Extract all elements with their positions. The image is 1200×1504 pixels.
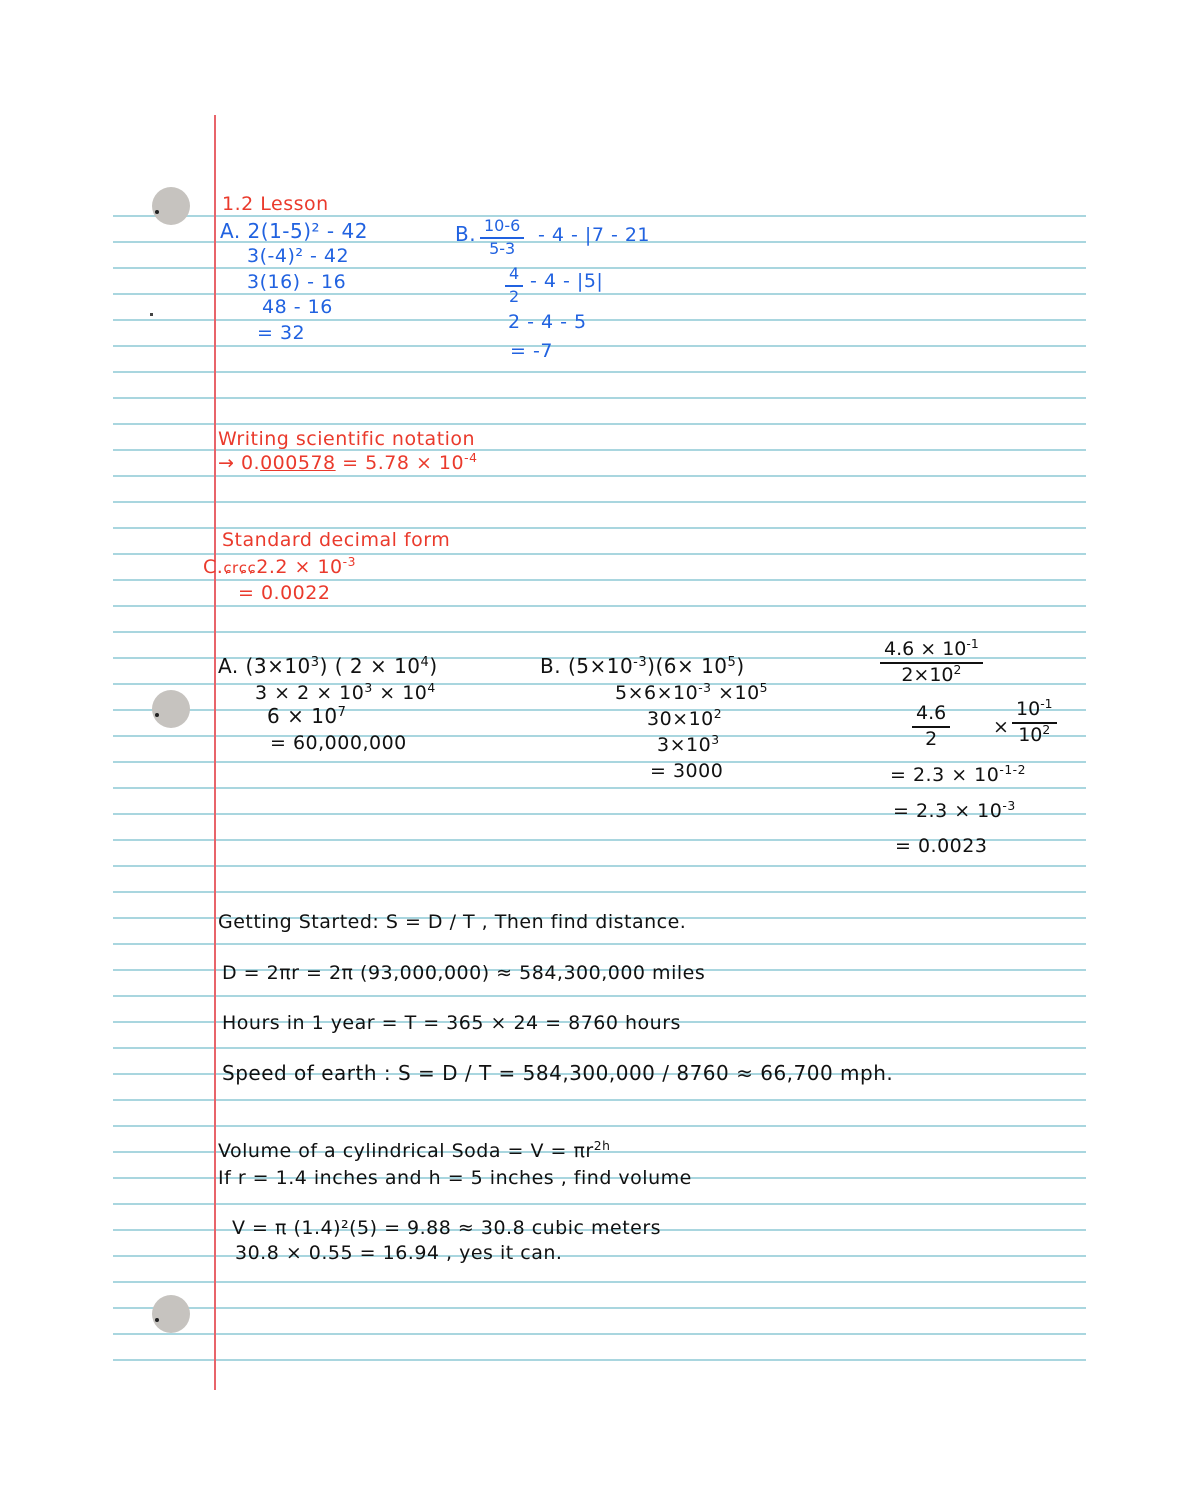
getting-started-line-1: Getting Started: S = D / T , Then find distance.	[218, 911, 687, 933]
multiply-c-times: ×	[993, 716, 1010, 738]
rule-line	[113, 267, 1086, 269]
rule-line	[113, 423, 1086, 425]
rule-line	[113, 787, 1086, 789]
rule-line	[113, 1359, 1086, 1361]
rule-line	[113, 995, 1086, 997]
multiply-b-result: = 3000	[650, 760, 724, 782]
multiply-c-line-3: = $2.3 \times 10^{-1-2}$	[890, 763, 1026, 786]
lesson-title: 1.2 Lesson	[222, 193, 329, 215]
problem-b-fraction: $\frac{10-6}{5-3}$	[480, 218, 524, 258]
soda-line-1: Volume of a cylindrical Soda = $V = \pi r^{2h}$	[218, 1139, 611, 1162]
standard-form-heading: Standard decimal form	[222, 529, 451, 551]
problem-b-result: = -7	[510, 340, 553, 362]
problem-a-line-3: 3(16) - 16	[247, 271, 347, 293]
punch-hole	[152, 1295, 190, 1333]
problem-a-line-1: A. 2(1-5)² - 42	[220, 219, 368, 243]
multiply-b-line-2: $5\times 6\times 10^{-3} \times 10^5$	[615, 681, 769, 704]
soda-line-4: 30.8 × 0.55 = 16.94 , yes it can.	[235, 1242, 563, 1264]
rule-line	[113, 1125, 1086, 1127]
problem-a-result: = 32	[257, 322, 306, 344]
problem-b-label: B.	[455, 222, 477, 246]
standard-form-result: = 0.0022	[238, 582, 331, 604]
punch-hole	[152, 690, 190, 728]
rule-line	[113, 319, 1086, 321]
soda-line-2: If r = 1.4 inches and h = 5 inches , find volume	[218, 1167, 692, 1189]
getting-started-line-2: D = 2πr = 2π (93,000,000) ≈ 584,300,000 miles	[222, 962, 706, 984]
rule-line	[113, 1281, 1086, 1283]
multiply-b-line-1: B. $(5\times 10^{-3})(6\times 10^5)$	[540, 654, 745, 678]
rule-line	[113, 943, 1086, 945]
stray-mark	[150, 313, 153, 316]
rule-line	[113, 1099, 1086, 1101]
rule-line	[113, 293, 1086, 295]
rule-line	[113, 605, 1086, 607]
rule-line	[113, 579, 1086, 581]
multiply-a-line-1: A. $(3\times 10^3)$ ( $2 \times 10^4$)	[218, 654, 438, 678]
rule-line	[113, 891, 1086, 893]
multiply-c-fraction: $\frac{4.6 \times 10^{-1}}{2\times 10^2}$	[880, 640, 983, 686]
margin-line	[214, 115, 216, 1390]
rule-line	[113, 1307, 1086, 1309]
problem-b-line-3: 2 - 4 - 5	[508, 311, 587, 333]
sci-notation-example: → $0.000578 = 5.78 \times 10^{-4}$	[218, 451, 478, 474]
problem-a-line-2: 3(-4)² - 42	[247, 245, 350, 267]
rule-line	[113, 631, 1086, 633]
multiply-a-result: = 60,000,000	[270, 732, 407, 754]
rule-line	[113, 397, 1086, 399]
rule-line	[113, 1333, 1086, 1335]
multiply-c-line-4: = $2.3 \times 10^{-3}$	[893, 799, 1016, 822]
sci-notation-heading: Writing scientific notation	[218, 428, 476, 450]
punch-hole	[152, 187, 190, 225]
problem-b-line-2-rest: - 4 - |5|	[530, 270, 604, 292]
problem-b-line-1-rest: - 4 - |7 - 21	[538, 224, 651, 246]
standard-form-example: C.ɕrɕɕ2.2 × $10^{-3}$	[203, 555, 356, 578]
getting-started-line-4: Speed of earth : S = D / T = 584,300,000 / 8760 ≈ 66,700 mph.	[222, 1061, 894, 1085]
rule-line	[113, 1047, 1086, 1049]
multiply-a-line-2: $3 \times 2 \times 10^3 \times 10^4$	[255, 681, 436, 704]
multiply-b-line-3: $30\times 10^2$	[647, 707, 723, 730]
rule-line	[113, 1203, 1086, 1205]
rule-line	[113, 761, 1086, 763]
rule-line	[113, 865, 1086, 867]
multiply-c-fraction-3: $\frac{10^{-1}}{10^2}$	[1012, 700, 1057, 746]
problem-a-line-4: 48 - 16	[262, 296, 333, 318]
multiply-c-fraction-2: $\frac{4.6}{2}$	[912, 704, 950, 750]
soda-line-3: V = π (1.4)²(5) = 9.88 ≈ 30.8 cubic meters	[232, 1217, 662, 1239]
multiply-c-result: = 0.0023	[895, 835, 988, 857]
multiply-a-line-3: $6 \times 10^7$	[267, 704, 347, 728]
rule-line	[113, 501, 1086, 503]
rule-line	[113, 553, 1086, 555]
rule-line	[113, 345, 1086, 347]
rule-line	[113, 475, 1086, 477]
multiply-b-line-4: $3\times 10^3$	[657, 733, 720, 756]
rule-line	[113, 371, 1086, 373]
getting-started-line-3: Hours in 1 year = T = 365 × 24 = 8760 hours	[222, 1012, 681, 1034]
rule-line	[113, 215, 1086, 217]
problem-b-fraction-2: $\frac{4}{2}$	[505, 266, 523, 306]
